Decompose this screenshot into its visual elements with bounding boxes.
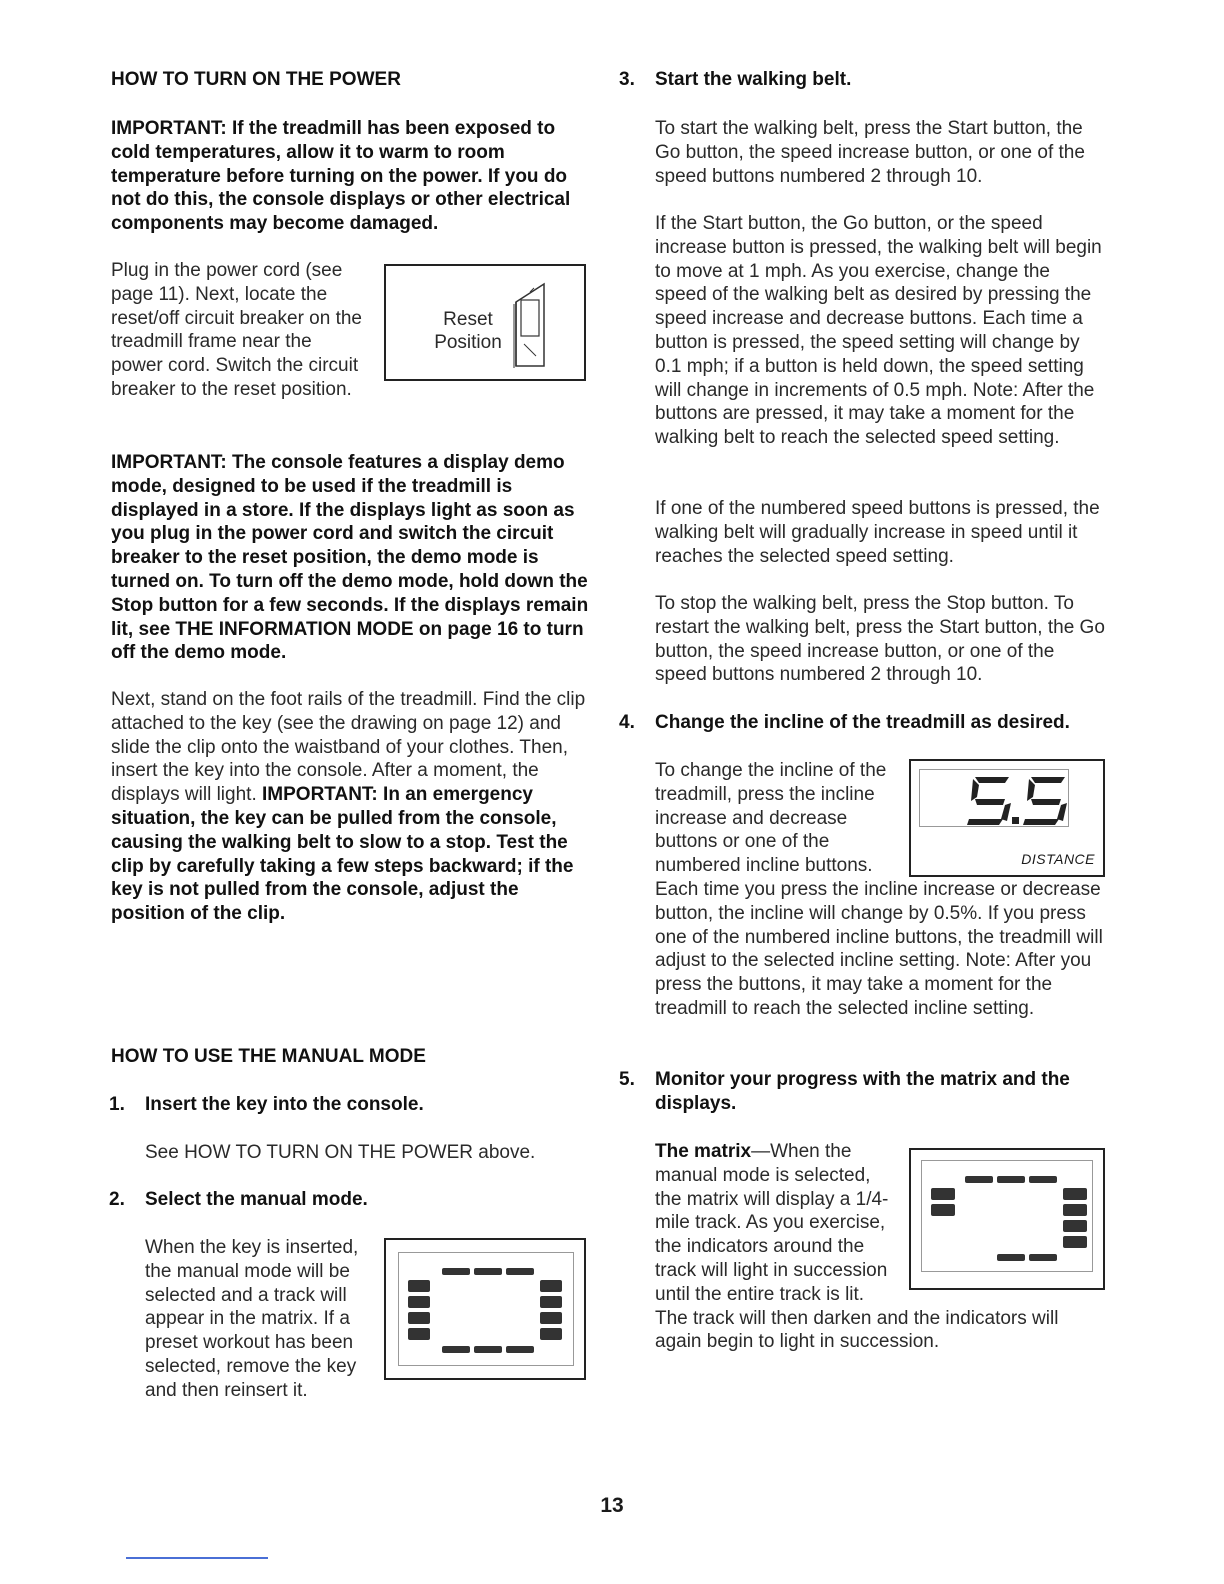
step-3-number: 3. xyxy=(619,69,635,90)
distance-label: DISTANCE xyxy=(1021,851,1095,867)
distance-value-graphic xyxy=(965,775,1075,827)
track-indicator xyxy=(931,1204,955,1216)
circuit-breaker-switch-icon xyxy=(506,274,554,374)
left-column xyxy=(111,68,591,92)
next-text: Next, stand on the foot rails of the treadmill. Find the clip attached to the key (see the drawing on page 12) and slide the clip onto the waistband of your clothes. Then, insert the key into the console. After a moment, the displays will light. xyxy=(111,689,586,806)
reset-position-figure xyxy=(384,264,586,381)
plug-in-instructions: Plug in the power cord (see page 11). Next, locate the reset/off circuit breaker on the treadmill frame near the power cord. Switch the circuit breaker to the reset position. xyxy=(111,260,362,400)
track-indicator xyxy=(1029,1176,1057,1183)
step-3 xyxy=(619,68,1105,92)
track-indicator xyxy=(1063,1236,1087,1248)
track-indicator xyxy=(1063,1188,1087,1200)
track-indicator xyxy=(540,1312,562,1324)
track-indicator xyxy=(474,1346,502,1353)
page-number: 13 xyxy=(600,1494,624,1517)
important-cold-warning: IMPORTANT: If the treadmill has been exposed to cold temperatures, allow it to warm to room temperature before turning on the power. If you do not do this, the console displays or other electrical components may become damaged. xyxy=(111,118,571,235)
step-3-paragraph-3: If one of the numbered speed buttons is pressed, the walking belt will gradually increase in speed until it reaches the selected speed setting. xyxy=(655,498,1100,567)
step-2 xyxy=(109,1188,595,1212)
track-indicator xyxy=(1063,1220,1087,1232)
step-5-title: Monitor your progress with the matrix and the displays. xyxy=(655,1069,1070,1114)
step-3-paragraph-2: If the Start button, the Go button, or the speed increase button is pressed, the walking belt will begin to move at 1 mph. As you exercise, change the speed of the walking belt as desired by pressing the speed increase and decrease buttons. Each time a button is pressed, the speed setting will change by 0.1 mph; if a button is held down, the speed setting will change in increments of 0.5 mph. Note: After the buttons are pressed, it may take a moment for the walking belt to reach the selected speed setting. xyxy=(655,213,1102,449)
track-indicator xyxy=(540,1328,562,1340)
track-indicator xyxy=(408,1312,430,1324)
matrix-text: —When the manual mode is selected, the matrix will display a 1/4-mile track. As you exercise, the indicators around the track will light in succession until the entire track is lit. The track will then darken and the indicators will again begin to light in succession. xyxy=(655,1141,1059,1353)
track-indicator xyxy=(540,1296,562,1308)
track-indicator xyxy=(408,1296,430,1308)
power-heading: HOW TO TURN ON THE POWER xyxy=(111,69,401,90)
step-1-title: Insert the key into the console. xyxy=(145,1094,424,1115)
track-indicator xyxy=(997,1176,1025,1183)
next-paragraph xyxy=(111,688,593,926)
track-indicator xyxy=(965,1176,993,1183)
step-2-text: When the key is inserted, the manual mode will be selected and a track will appear in the matrix. If a preset workout has been selected, remove the key and then reinsert it. xyxy=(145,1237,359,1401)
step-1-text: See HOW TO TURN ON THE POWER above. xyxy=(145,1142,536,1163)
step-5-number: 5. xyxy=(619,1069,635,1090)
track-indicator xyxy=(442,1346,470,1353)
important-demo-mode: IMPORTANT: The console features a display demo mode, designed to be used if the treadmill is displayed in a store. If the displays light as soon as you plug in the power cord and switch the circuit breaker to the reset position, the demo mode is turned on. To turn off the demo mode, hold down the Stop button for a few seconds. If the displays remain lit, see THE INFORMATION MODE on page 16 to turn off the demo mode. xyxy=(111,452,589,664)
track-indicator xyxy=(408,1280,430,1292)
track-indicator xyxy=(997,1254,1025,1261)
reset-label: Reset xyxy=(443,309,493,330)
step-3-paragraph-1: To start the walking belt, press the Start button, the Go button, the speed increase button, or one of the speed buttons numbered 2 through 10. xyxy=(655,118,1085,187)
matrix-track-figure-right xyxy=(909,1148,1105,1290)
step-5 xyxy=(619,1068,1105,1116)
matrix-track-figure-left xyxy=(384,1238,586,1380)
track-indicator xyxy=(474,1268,502,1275)
step-4 xyxy=(619,711,1105,735)
step-4-number: 4. xyxy=(619,712,635,733)
track-indicator xyxy=(931,1188,955,1200)
manual-mode-heading: HOW TO USE THE MANUAL MODE xyxy=(111,1046,426,1067)
step-2-title: Select the manual mode. xyxy=(145,1189,368,1210)
track-indicator xyxy=(1029,1254,1057,1261)
track-indicator xyxy=(408,1328,430,1340)
footer-rule xyxy=(126,1557,268,1559)
track-indicator xyxy=(442,1268,470,1275)
track-indicator xyxy=(540,1280,562,1292)
step-3-title: Start the walking belt. xyxy=(655,69,852,90)
track-indicator xyxy=(1063,1204,1087,1216)
step-1 xyxy=(109,1093,595,1117)
emergency-warning: IMPORTANT: In an emergency situation, the key can be pulled from the console, causing the walking belt to slow to a stop. Test the clip by carefully taking a few steps backward; if the key is not pulled from the console, adjust the position of the clip. xyxy=(111,784,574,925)
step-4-text-wrapper xyxy=(655,759,1105,1021)
track-indicator xyxy=(506,1346,534,1353)
step-2-number: 2. xyxy=(109,1189,125,1210)
track-indicator xyxy=(506,1268,534,1275)
distance-display-figure xyxy=(909,759,1105,877)
matrix-bold-label: The matrix xyxy=(655,1141,752,1162)
step-4-text: To change the incline of the treadmill, press the incline increase and decrease buttons or one of the numbered incline buttons. Each time you press the incline increase or decrease button, the incline will change by 0.5%. If you press one of the numbered incline buttons, the treadmill will adjust to the selected incline setting. Note: After you press the buttons, it may take a moment for the treadmill to reach the selected incline setting. xyxy=(655,760,1103,1019)
step-1-number: 1. xyxy=(109,1094,125,1115)
step-5-text-wrapper xyxy=(655,1140,1105,1354)
step-3-paragraph-4: To stop the walking belt, press the Stop button. To restart the walking belt, press the Start button, the Go button, the speed increase button, or one of the speed buttons numbered 2 through 10. xyxy=(655,593,1105,686)
step-4-title: Change the incline of the treadmill as desired. xyxy=(655,712,1070,733)
position-label: Position xyxy=(434,332,502,353)
